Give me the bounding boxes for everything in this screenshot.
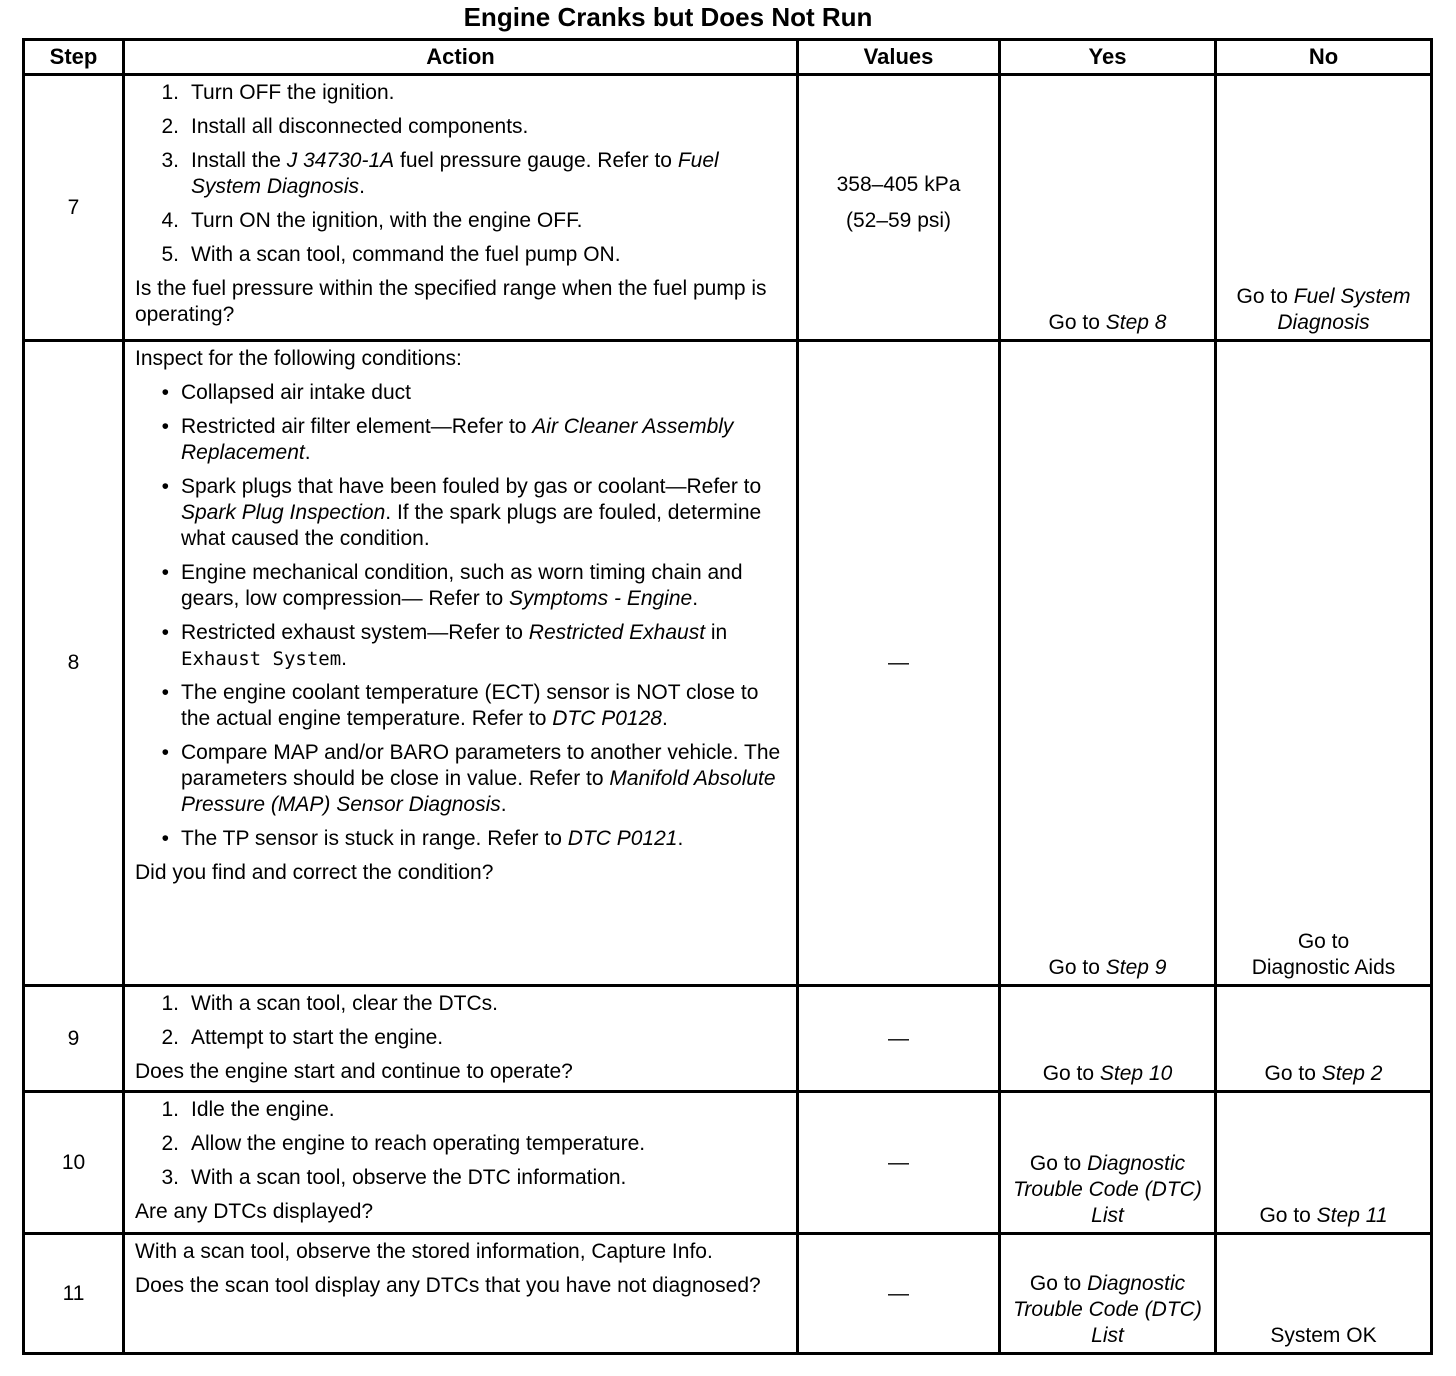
values-cell: 358–405 kPa (52–59 psi) bbox=[798, 75, 1000, 341]
intro-text: Inspect for the following conditions: bbox=[135, 347, 462, 370]
step-number: 8 bbox=[24, 341, 124, 986]
action-cell bbox=[124, 1092, 798, 1234]
step-number: 9 bbox=[24, 986, 124, 1092]
goto-link[interactable]: Diagnostic Trouble Code (DTC) List bbox=[1013, 1272, 1202, 1347]
list-item: 5. With a scan tool, command the fuel pump ON. bbox=[161, 243, 621, 266]
yes-cell: Go to Step 9 bbox=[1000, 341, 1216, 986]
table-row-step-11 bbox=[24, 1234, 1432, 1354]
goto-link[interactable]: Fuel System Diagnosis bbox=[1277, 285, 1411, 334]
list-item: 3. With a scan tool, observe the DTC information. bbox=[161, 1166, 627, 1189]
goto-link[interactable]: Step 2 bbox=[1321, 1062, 1383, 1085]
table-row-step-9 bbox=[24, 986, 1432, 1092]
question: Does the engine start and continue to operate? bbox=[135, 1060, 573, 1083]
doc-reference-link[interactable]: Manifold Absolute Pressure (MAP) Sensor Diagnosis bbox=[181, 767, 776, 816]
header-step: Step bbox=[24, 40, 124, 75]
action-cell bbox=[124, 986, 798, 1092]
values-cell: — bbox=[798, 341, 1000, 986]
values-cell: — bbox=[798, 986, 1000, 1092]
doc-reference-link[interactable]: Restricted Exhaust bbox=[528, 621, 706, 644]
list-item: 4. Turn ON the ignition, with the engine OFF. bbox=[161, 209, 583, 232]
no-cell: Go to Step 2 bbox=[1216, 986, 1432, 1092]
list-item: • The TP sensor is stuck in range. Refer to DTC P0121. bbox=[161, 827, 684, 850]
values-cell: — bbox=[798, 1234, 1000, 1354]
header-values: Values bbox=[798, 40, 1000, 75]
header-no: No bbox=[1216, 40, 1432, 75]
yes-cell: Go to Step 8 bbox=[1000, 75, 1216, 341]
list-item: 1. Idle the engine. bbox=[161, 1098, 335, 1121]
goto-link[interactable]: Diagnostic Trouble Code (DTC) List bbox=[1013, 1152, 1202, 1227]
list-item: • Restricted exhaust system—Refer to Restricted Exhaust in Exhaust System. bbox=[161, 621, 728, 670]
doc-reference-link[interactable]: Air Cleaner Assembly Replacement bbox=[181, 415, 734, 464]
yes-cell: Go to Diagnostic Trouble Code (DTC) List bbox=[1000, 1092, 1216, 1234]
list-item: • Spark plugs that have been fouled by gas or coolant—Refer to Spark Plug Inspection. If the spark plugs are fouled, determine what caused the condition. bbox=[161, 475, 762, 550]
yes-cell: Go to Step 10 bbox=[1000, 986, 1216, 1092]
doc-reference-link[interactable]: Symptoms - Engine bbox=[508, 587, 693, 610]
step-number: 10 bbox=[24, 1092, 124, 1234]
question: Is the fuel pressure within the specified range when the fuel pump is operating? bbox=[135, 277, 767, 326]
list-item: • Collapsed air intake duct bbox=[161, 381, 411, 404]
goto-link[interactable]: Step 10 bbox=[1099, 1062, 1173, 1085]
doc-reference-link[interactable]: DTC P0128 bbox=[552, 707, 662, 730]
list-item: • Restricted air filter element—Refer to Air Cleaner Assembly Replacement. bbox=[161, 415, 734, 464]
table-row-step-7 bbox=[24, 75, 1432, 341]
list-item: • Engine mechanical condition, such as worn timing chain and gears, low compression— Refer to Symptoms - Engine. bbox=[161, 561, 743, 610]
table-row-step-8 bbox=[24, 341, 1432, 986]
table-row-step-10 bbox=[24, 1092, 1432, 1234]
action-cell bbox=[124, 1234, 798, 1354]
no-cell: Go to Step 11 bbox=[1216, 1092, 1432, 1234]
list-item: 1. Turn OFF the ignition. bbox=[161, 81, 395, 104]
header-yes: Yes bbox=[1000, 40, 1216, 75]
question: Does the scan tool display any DTCs that you have not diagnosed? bbox=[135, 1274, 761, 1297]
doc-reference-link[interactable]: Spark Plug Inspection bbox=[181, 501, 386, 524]
intro-text: With a scan tool, observe the stored information, Capture Info. bbox=[135, 1240, 713, 1263]
question: Did you find and correct the condition? bbox=[135, 861, 494, 884]
no-cell: System OK bbox=[1216, 1234, 1432, 1354]
yes-cell: Go to Diagnostic Trouble Code (DTC) List bbox=[1000, 1234, 1216, 1354]
no-cell: Go to Diagnostic Aids bbox=[1216, 341, 1432, 986]
doc-reference-link[interactable]: Exhaust System bbox=[181, 648, 342, 670]
doc-reference-link[interactable]: Fuel System Diagnosis bbox=[191, 149, 719, 198]
header-row bbox=[24, 40, 1432, 75]
step-number: 11 bbox=[24, 1234, 124, 1354]
action-cell bbox=[124, 341, 798, 986]
list-item: 2. Allow the engine to reach operating temperature. bbox=[161, 1132, 646, 1155]
list-item: • Compare MAP and/or BARO parameters to another vehicle. The parameters should be close in value. Refer to Manifold Absolute Pressure (MAP) Sensor Diagnosis. bbox=[161, 741, 781, 816]
header-action: Action bbox=[124, 40, 798, 75]
goto-link[interactable]: Step 9 bbox=[1105, 956, 1167, 979]
list-item: 1. With a scan tool, clear the DTCs. bbox=[161, 992, 498, 1015]
goto-link[interactable]: Step 11 bbox=[1316, 1204, 1388, 1227]
tool-reference: J 34730-1A bbox=[286, 149, 395, 172]
diagnostic-table bbox=[22, 38, 1433, 1355]
list-item: • The engine coolant temperature (ECT) sensor is NOT close to the actual engine temperature. Refer to DTC P0128. bbox=[161, 681, 759, 730]
question: Are any DTCs displayed? bbox=[135, 1200, 374, 1223]
step-number: 7 bbox=[24, 75, 124, 341]
action-cell bbox=[124, 75, 798, 341]
values-cell: — bbox=[798, 1092, 1000, 1234]
goto-link[interactable]: Diagnostic Aids bbox=[1251, 956, 1396, 979]
goto-link[interactable]: Step 8 bbox=[1105, 311, 1167, 334]
no-cell: Go to Fuel System Diagnosis bbox=[1216, 75, 1432, 341]
page-title: Engine Cranks but Does Not Run bbox=[463, 2, 873, 32]
list-item: 2. Attempt to start the engine. bbox=[161, 1026, 444, 1049]
doc-reference-link[interactable]: DTC P0121 bbox=[567, 827, 678, 850]
list-item: 3. Install the J 34730-1A fuel pressure gauge. Refer to Fuel System Diagnosis. bbox=[161, 149, 719, 198]
list-item: 2. Install all disconnected components. bbox=[161, 115, 529, 138]
